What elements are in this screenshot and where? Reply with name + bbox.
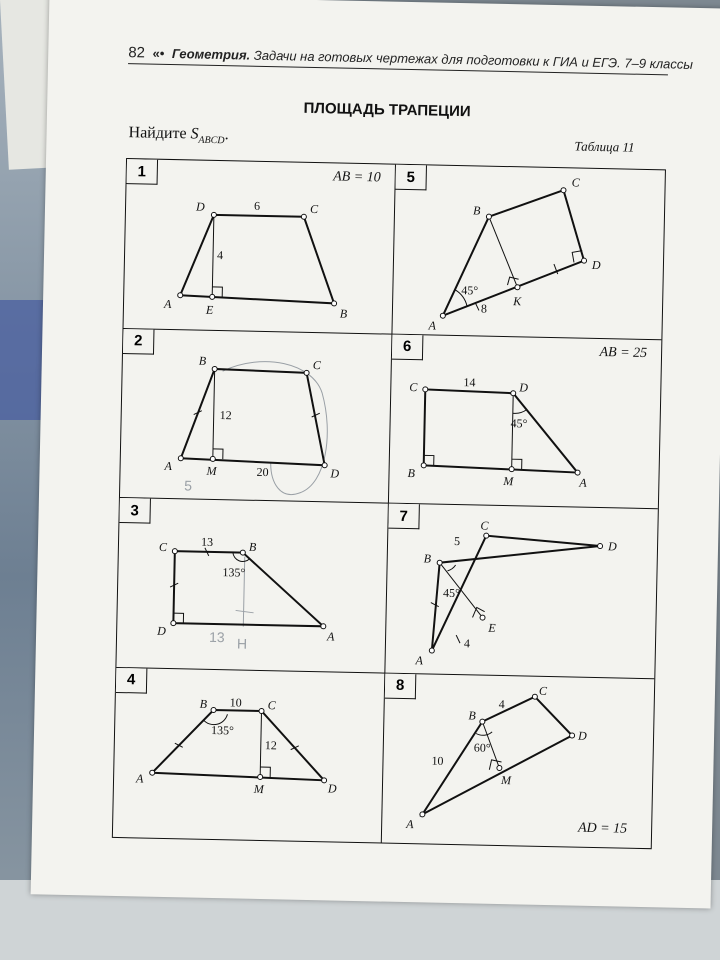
- pencil-note: H: [236, 635, 248, 652]
- point-label: D: [607, 539, 617, 554]
- point-label: D: [330, 465, 340, 481]
- figure-2: [120, 329, 394, 505]
- header-subject: Геометрия.: [171, 45, 251, 63]
- pencil-note: 5: [184, 476, 193, 493]
- figure-5: [392, 165, 666, 341]
- problem-8: [382, 673, 654, 848]
- point-label: E: [488, 620, 496, 635]
- problem-number: 5: [395, 165, 427, 191]
- task-suffix: .: [224, 126, 229, 144]
- problem-2: [120, 329, 392, 504]
- length-label: 5: [453, 533, 461, 549]
- figure-6: [389, 334, 663, 510]
- tick-mark: [431, 603, 439, 607]
- point-label: B: [468, 707, 476, 722]
- trapezoid: [424, 389, 580, 472]
- length-label: 6: [253, 198, 261, 213]
- length-label: 12: [264, 737, 277, 752]
- right-angle-mark: [507, 277, 518, 285]
- point-label: B: [423, 551, 432, 566]
- point-label: C: [538, 683, 548, 698]
- angle-arc: [447, 565, 455, 571]
- task-prefix: Найдите: [128, 124, 191, 143]
- point-label: B: [248, 539, 257, 554]
- length-label: 20: [256, 464, 269, 479]
- point-label: B: [198, 353, 207, 368]
- worksheet-page: [31, 0, 720, 908]
- point-label: A: [135, 770, 144, 786]
- point-label: C: [480, 518, 489, 533]
- trapezoid: [180, 214, 336, 303]
- length-label: 4: [216, 247, 224, 263]
- point-label: B: [339, 306, 348, 321]
- task-statement: [128, 124, 229, 146]
- point-label: M: [503, 473, 514, 488]
- length-label: 8: [480, 301, 488, 316]
- point-label: C: [309, 201, 319, 217]
- pencil-sketch: [220, 360, 329, 495]
- header-ornament-icon: «•: [152, 45, 165, 61]
- trapezoid: [181, 368, 327, 465]
- trapezoid: [422, 694, 572, 817]
- angle-label: 45°: [442, 585, 460, 601]
- height-line: [512, 393, 514, 469]
- problem-number: 8: [385, 673, 417, 699]
- pencil-note: 13: [208, 628, 225, 646]
- point-label: E: [205, 302, 214, 317]
- figure-8: [382, 673, 656, 849]
- problem-number: 6: [392, 334, 424, 360]
- point-label: D: [157, 623, 166, 638]
- length-label: 13: [200, 534, 214, 549]
- page-number: 82: [128, 44, 146, 62]
- point-label: D: [577, 728, 587, 743]
- problem-number: 4: [116, 667, 148, 693]
- angle-label: 135°: [222, 565, 246, 580]
- height-line: [212, 215, 214, 297]
- given-condition: AB = 10: [333, 169, 381, 186]
- figure-3: [116, 498, 390, 674]
- point-label: C: [158, 539, 168, 554]
- problem-4: [113, 667, 385, 842]
- figure-7: [385, 504, 659, 680]
- point-label: K: [513, 294, 522, 309]
- point-label: M: [206, 463, 217, 478]
- task-symbol: S: [190, 125, 199, 143]
- tick-mark: [475, 302, 479, 310]
- angle-arc: [476, 731, 492, 735]
- point-label: A: [579, 475, 587, 490]
- problem-5: [392, 165, 664, 340]
- height-line: [487, 217, 518, 288]
- problem-7: [385, 504, 657, 679]
- point-label: C: [267, 697, 276, 712]
- problem-number: 3: [119, 498, 151, 524]
- angle-label: 135°: [210, 722, 235, 737]
- problem-3: [116, 498, 388, 673]
- angle-label: 45°: [510, 415, 528, 431]
- point-label: D: [591, 257, 601, 273]
- given-condition: AB = 25: [599, 344, 648, 361]
- point-label: A: [326, 629, 335, 644]
- angle-arc: [513, 409, 527, 413]
- length-label: 4: [498, 696, 505, 711]
- section-title: ПЛОЩАДЬ ТРАПЕЦИИ: [303, 99, 471, 121]
- length-label: 12: [219, 407, 232, 422]
- point-label: A: [164, 458, 173, 473]
- length-label: 10: [229, 694, 242, 710]
- angle-label: 45°: [461, 283, 479, 298]
- length-label: 4: [463, 636, 471, 651]
- angle-label: 60°: [473, 739, 491, 755]
- point-label: B: [407, 465, 416, 480]
- problem-number: 2: [123, 329, 155, 355]
- point-label: A: [415, 653, 424, 668]
- length-label: 10: [431, 753, 444, 768]
- height-line: [213, 368, 215, 458]
- problem-grid: [112, 158, 666, 849]
- point-label: C: [409, 379, 418, 394]
- point-label: D: [519, 379, 529, 395]
- point-label: D: [195, 199, 205, 214]
- problem-1: [124, 159, 396, 334]
- point-label: B: [472, 203, 481, 218]
- header-book-title: Задачи на готовых чертежах для подготовки к ГИА и ЕГЭ. 7–9 классы: [253, 47, 694, 72]
- page-header: [128, 44, 694, 75]
- point-label: C: [571, 175, 580, 190]
- figure-4: [113, 667, 387, 843]
- point-label: M: [500, 772, 512, 787]
- table-label: Таблица 11: [574, 138, 635, 155]
- point-label: A: [428, 318, 437, 333]
- point-label: C: [312, 357, 321, 372]
- given-condition: AD = 15: [577, 820, 628, 837]
- point-label: D: [327, 780, 337, 796]
- length-label: 14: [463, 374, 476, 389]
- problem-number: 7: [388, 504, 420, 530]
- problem-number: 1: [127, 159, 159, 185]
- tick-mark: [456, 635, 460, 643]
- point-label: A: [406, 816, 414, 831]
- point-label: A: [163, 296, 172, 312]
- point-label: M: [253, 781, 265, 796]
- task-subscript: ABCD: [198, 134, 225, 147]
- problem-6: [389, 334, 661, 509]
- trapezoid: [173, 551, 324, 626]
- point-label: B: [199, 696, 208, 711]
- figure-1: [123, 159, 397, 335]
